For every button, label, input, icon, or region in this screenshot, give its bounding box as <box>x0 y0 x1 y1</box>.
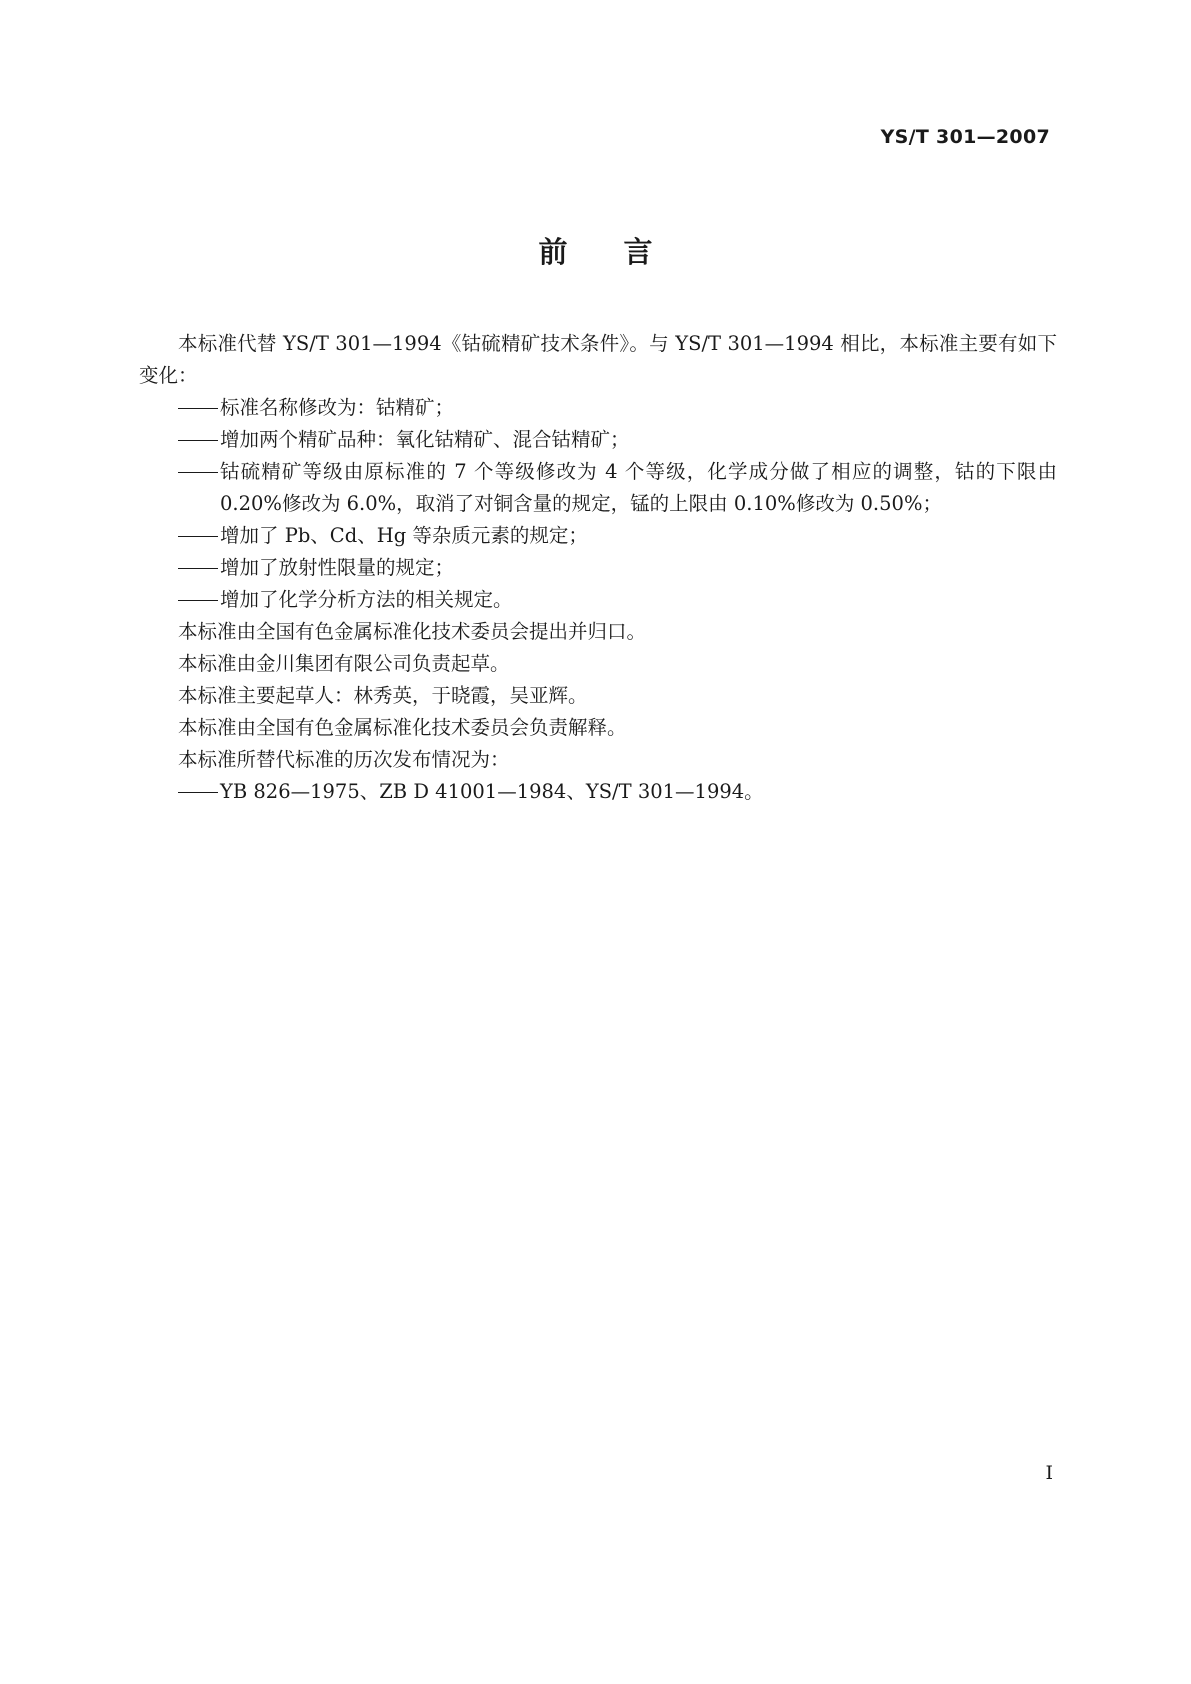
change-item-text: 标准名称修改为：钴精矿； <box>220 396 455 419</box>
change-item-text: 增加了放射性限量的规定； <box>220 556 455 579</box>
change-item <box>139 520 1057 552</box>
change-item <box>139 456 1057 520</box>
page-title: 前言 <box>538 235 709 269</box>
document-body <box>139 328 1057 808</box>
dash-bullet <box>178 520 220 552</box>
dash-bullet <box>178 392 220 424</box>
change-item <box>139 392 1057 424</box>
drafters-statement: 本标准主要起草人：林秀英，于晓霞，吴亚辉。 <box>178 684 588 707</box>
change-item <box>139 552 1057 584</box>
drafting-unit-statement: 本标准由金川集团有限公司负责起草。 <box>178 652 510 675</box>
change-item-text: 增加两个精矿品种：氧化钴精矿、混合钴精矿； <box>220 428 630 451</box>
page-number: I <box>1045 1462 1053 1484</box>
change-item <box>139 424 1057 456</box>
standard-code: YS/T 301—2007 <box>880 126 1050 148</box>
proposing-statement: 本标准由全国有色金属标准化技术委员会提出并归口。 <box>178 620 647 643</box>
dash-bullet <box>178 552 220 584</box>
dash-bullet <box>178 424 220 456</box>
history-text: YB 826—1975、ZB D 41001—1984、YS/T 301—1994。 <box>220 780 764 803</box>
dash-bullet <box>178 776 220 808</box>
change-item-text: 钴硫精矿等级由原标准的 7 个等级修改为 4 个等级，化学成分做了相应的调整，钴的下限由 0.20%修改为 6.0%，取消了对铜含量的规定，锰的上限由 0.10%修改为 0.50%； <box>220 460 1057 515</box>
change-item <box>139 584 1057 616</box>
dash-bullet <box>178 584 220 616</box>
change-item-text: 增加了化学分析方法的相关规定。 <box>220 588 513 611</box>
dash-bullet <box>178 456 220 488</box>
intro-paragraph: 本标准代替 YS/T 301—1994《钴硫精矿技术条件》。与 YS/T 301—1994 相比，本标准主要有如下变化： <box>139 332 1057 387</box>
interpretation-statement: 本标准由全国有色金属标准化技术委员会负责解释。 <box>178 716 627 739</box>
history-item <box>139 776 1057 808</box>
history-statement: 本标准所替代标准的历次发布情况为： <box>178 748 510 771</box>
change-item-text: 增加了 Pb、Cd、Hg 等杂质元素的规定； <box>220 524 588 547</box>
